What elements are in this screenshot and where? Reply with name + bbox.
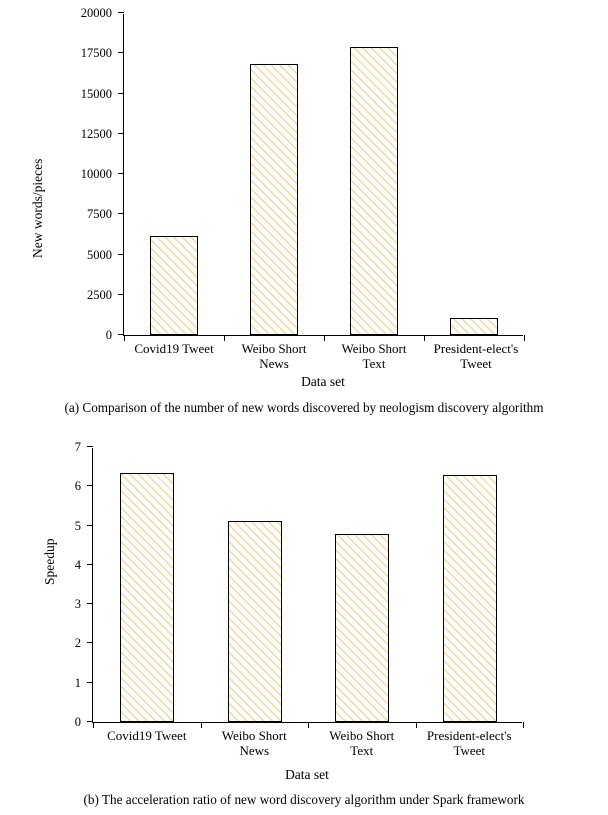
bar-speedup-0 <box>120 473 174 723</box>
x-category-b-3-line-0: President-elect's <box>426 728 512 743</box>
y-tick-label-a-1: 2500 <box>87 287 112 302</box>
x-category-a-1 <box>224 342 324 371</box>
x-tick-b-3 <box>416 722 417 728</box>
plot-area-b <box>74 439 522 758</box>
x-category-b-2-line-0: Weibo Short <box>329 728 395 743</box>
bar-new-words-3 <box>450 318 498 335</box>
y-tick-a-8 <box>80 5 124 20</box>
caption-b: (b) The acceleration ratio of new word discovery algorithm under Spark framework <box>83 792 525 807</box>
x-category-b-3 <box>416 729 524 758</box>
y-tick-label-b-3: 3 <box>74 596 81 611</box>
y-tick-b-4 <box>74 557 93 572</box>
bar-speedup-2 <box>335 534 389 722</box>
plot-area-a <box>80 5 523 371</box>
y-axis-label-a: New words/pieces <box>30 158 45 258</box>
y-tick-b-1 <box>74 675 93 690</box>
x-category-b-1-line-0: Weibo Short <box>221 728 287 743</box>
y-tick-label-a-7: 17500 <box>80 46 112 60</box>
y-tick-label-a-2: 5000 <box>87 247 112 262</box>
x-category-a-1-line-0: Weibo Short <box>241 341 307 356</box>
y-tick-label-a-3: 7500 <box>87 207 112 221</box>
x-tick-a-2 <box>324 335 325 341</box>
x-category-b-2-line-1: Text <box>350 742 374 758</box>
x-category-a-2 <box>324 342 424 371</box>
bar-speedup-1 <box>228 521 282 722</box>
x-axis-label-b: Data set <box>285 767 329 782</box>
y-tick-a-6 <box>80 86 124 101</box>
x-category-b-3-line-1: Tweet <box>453 742 486 758</box>
y-tick-a-4 <box>80 166 124 181</box>
x-category-b-0-line-0: Covid19 Tweet <box>107 728 187 743</box>
y-tick-label-a-4: 10000 <box>80 166 112 181</box>
y-tick-a-1 <box>87 287 124 302</box>
x-category-b-1-line-1: News <box>239 742 270 758</box>
x-category-a-3 <box>422 342 530 371</box>
x-category-a-1-line-1: News <box>259 355 289 371</box>
x-axis-label-a: Data set <box>301 374 345 389</box>
x-category-a-2-line-0: Weibo Short <box>341 341 407 356</box>
y-tick-b-2 <box>74 636 93 651</box>
x-tick-a-3 <box>424 335 425 341</box>
x-tick-a-4 <box>524 335 525 341</box>
y-tick-label-b-0: 0 <box>74 714 81 729</box>
bar-new-words-0 <box>150 236 198 335</box>
y-tick-label-b-4: 4 <box>74 557 81 572</box>
chart-speedup <box>0 440 608 815</box>
y-tick-label-b-6: 6 <box>74 479 81 494</box>
x-category-a-3-line-1: Tweet <box>460 355 492 371</box>
bar-new-words-1 <box>250 64 298 335</box>
y-tick-label-b-1: 1 <box>74 675 81 690</box>
x-tick-a-1 <box>224 335 225 341</box>
y-tick-label-b-5: 5 <box>74 518 81 533</box>
x-tick-a-0 <box>124 335 125 341</box>
y-tick-b-6 <box>74 479 93 494</box>
y-tick-label-b-2: 2 <box>74 636 81 651</box>
y-tick-label-a-6: 15000 <box>80 86 112 101</box>
y-tick-a-2 <box>87 247 124 262</box>
caption-a: (a) Comparison of the number of new words discovered by neologism discovery algorithm <box>64 400 544 415</box>
x-category-a-3-line-0: President-elect's <box>433 341 519 356</box>
y-tick-b-5 <box>74 518 93 533</box>
y-tick-label-a-0: 0 <box>105 327 112 342</box>
x-category-b-1 <box>201 729 309 758</box>
x-tick-b-0 <box>93 722 94 728</box>
x-tick-b-1 <box>201 722 202 728</box>
x-category-b-0 <box>93 729 201 744</box>
y-tick-a-3 <box>87 207 124 221</box>
x-category-a-2-line-1: Text <box>362 355 386 371</box>
y-tick-label-b-7: 7 <box>74 439 81 454</box>
y-tick-label-a-5: 12500 <box>80 126 112 141</box>
x-category-a-0-line-0: Covid19 Tweet <box>134 341 214 356</box>
y-tick-b-7 <box>74 439 93 454</box>
y-tick-a-7 <box>80 46 124 60</box>
x-category-a-0 <box>124 342 224 357</box>
x-category-b-2 <box>308 729 416 758</box>
x-tick-b-4 <box>523 722 524 728</box>
y-tick-a-5 <box>80 126 124 141</box>
y-axis-label-b: Speedup <box>42 538 57 585</box>
y-tick-label-a-8: 20000 <box>80 5 112 20</box>
bar-speedup-3 <box>443 475 497 723</box>
y-tick-b-3 <box>74 596 93 611</box>
x-tick-b-2 <box>308 722 309 728</box>
bar-new-words-2 <box>350 47 398 335</box>
